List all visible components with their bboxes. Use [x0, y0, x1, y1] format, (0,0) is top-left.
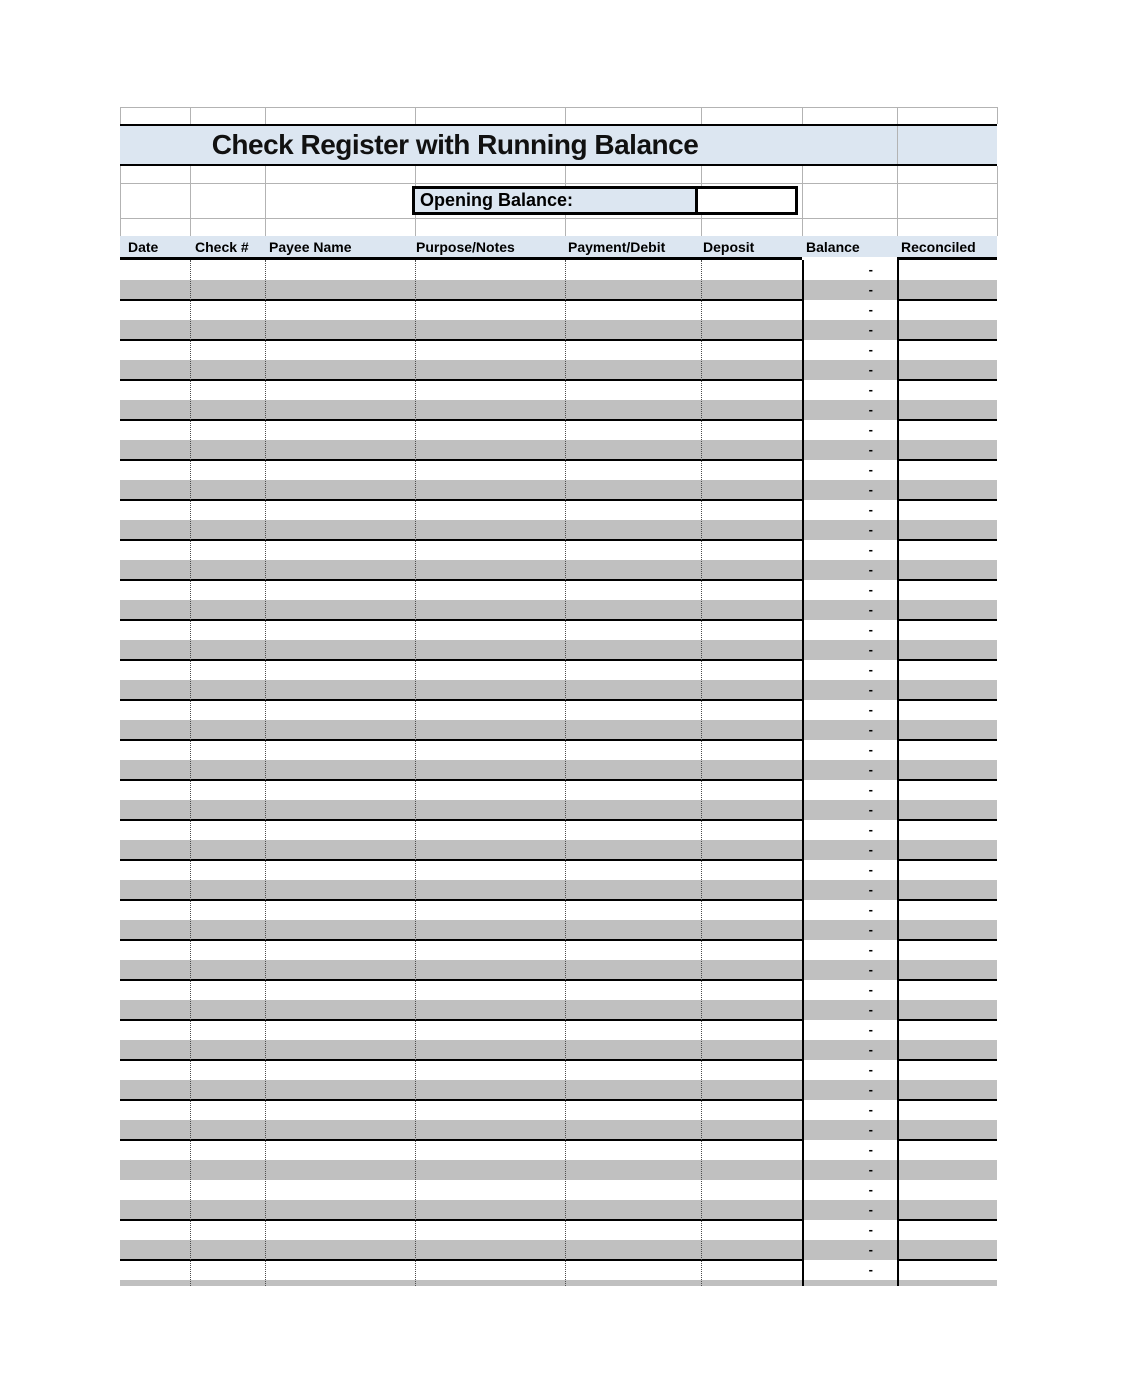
row-group-separator	[120, 1099, 802, 1101]
balance-dash: -	[868, 382, 873, 397]
row-group-separator	[120, 1139, 802, 1141]
table-row[interactable]	[120, 580, 997, 600]
row-group-separator	[120, 1259, 802, 1261]
column-header-purpose: Purpose/Notes	[416, 239, 515, 255]
table-row[interactable]	[120, 820, 997, 840]
balance-dash: -	[868, 482, 873, 497]
balance-dash: -	[868, 522, 873, 537]
gridline	[120, 218, 997, 219]
row-group-separator	[897, 739, 997, 741]
balance-dash: -	[868, 662, 873, 677]
balance-dash: -	[868, 1062, 873, 1077]
column-header-deposit: Deposit	[703, 239, 755, 255]
balance-dash: -	[868, 362, 873, 377]
row-group-separator	[120, 499, 802, 501]
balance-dash: -	[868, 822, 873, 837]
column-header-date: Date	[128, 239, 159, 255]
row-group-separator	[120, 339, 802, 341]
balance-dash: -	[868, 442, 873, 457]
table-row[interactable]	[120, 1140, 997, 1160]
row-group-separator	[120, 899, 802, 901]
balance-dash: -	[868, 542, 873, 557]
column-separator-dotted	[190, 260, 191, 1286]
table-row[interactable]	[120, 900, 997, 920]
table-row[interactable]	[120, 340, 997, 360]
row-group-separator	[897, 379, 997, 381]
gridline	[565, 107, 566, 124]
gridline	[120, 107, 121, 124]
row-group-separator	[120, 619, 802, 621]
balance-dash: -	[868, 962, 873, 977]
row-group-separator	[897, 1019, 997, 1021]
opening-balance-value-cell[interactable]	[698, 189, 795, 212]
balance-dash: -	[868, 842, 873, 857]
gridline	[265, 166, 266, 236]
gridline	[120, 107, 997, 108]
gridline	[190, 166, 191, 236]
balance-dash: -	[868, 462, 873, 477]
balance-dash: -	[868, 742, 873, 757]
row-group-separator	[120, 779, 802, 781]
balance-dash: -	[868, 682, 873, 697]
row-group-separator	[897, 499, 997, 501]
table-row[interactable]	[120, 640, 997, 660]
row-group-separator	[120, 1219, 802, 1221]
table-row[interactable]	[120, 520, 997, 540]
row-group-separator	[120, 379, 802, 381]
gridline	[997, 166, 998, 236]
table-row[interactable]	[120, 920, 997, 940]
column-header-payee-name: Payee Name	[269, 239, 352, 255]
balance-dash: -	[868, 702, 873, 717]
column-header-payment: Payment/Debit	[568, 239, 666, 255]
gridline	[897, 107, 898, 124]
table-row[interactable]	[120, 660, 997, 680]
row-group-separator	[120, 299, 802, 301]
balance-dash: -	[868, 642, 873, 657]
balance-dash: -	[868, 1122, 873, 1137]
table-row[interactable]	[120, 460, 997, 480]
column-separator-dotted	[265, 260, 266, 1286]
balance-dash: -	[868, 562, 873, 577]
table-row[interactable]	[120, 280, 997, 300]
table-row[interactable]	[120, 700, 997, 720]
title-cell-divider	[897, 126, 898, 164]
row-group-separator	[897, 819, 997, 821]
table-row[interactable]	[120, 860, 997, 880]
opening-balance-label: Opening Balance:	[415, 189, 698, 212]
balance-dash: -	[868, 862, 873, 877]
row-group-separator	[897, 539, 997, 541]
balance-dash: -	[868, 982, 873, 997]
row-group-separator	[897, 1219, 997, 1221]
row-group-separator	[897, 619, 997, 621]
table-row[interactable]	[120, 1220, 997, 1240]
table-row[interactable]	[120, 1020, 997, 1040]
gridline	[802, 107, 803, 124]
balance-dash: -	[868, 1082, 873, 1097]
row-group-separator	[897, 659, 997, 661]
gridline	[120, 183, 997, 184]
column-header-check-num: Check #	[195, 239, 249, 255]
row-group-separator	[120, 539, 802, 541]
balance-dash: -	[868, 1042, 873, 1057]
row-group-separator	[897, 339, 997, 341]
row-group-separator	[897, 779, 997, 781]
row-group-separator	[120, 739, 802, 741]
table-row[interactable]	[120, 420, 997, 440]
column-separator-dotted	[701, 260, 702, 1286]
balance-dash: -	[868, 582, 873, 597]
balance-dash: -	[868, 1022, 873, 1037]
table-row[interactable]	[120, 400, 997, 420]
table-row[interactable]	[120, 1260, 997, 1280]
gridline	[997, 107, 998, 124]
row-group-separator	[120, 579, 802, 581]
balance-dash: -	[868, 302, 873, 317]
balance-dash: -	[868, 602, 873, 617]
balance-column-border	[802, 260, 804, 1286]
gridline	[701, 107, 702, 124]
balance-dash: -	[868, 762, 873, 777]
balance-dash: -	[868, 1002, 873, 1017]
table-row[interactable]	[120, 360, 997, 380]
table-row[interactable]	[120, 480, 997, 500]
balance-dash: -	[868, 322, 873, 337]
column-header-reconciled: Reconciled	[901, 239, 976, 255]
row-group-separator	[120, 659, 802, 661]
balance-dash: -	[868, 1162, 873, 1177]
balance-dash: -	[868, 282, 873, 297]
row-group-separator	[120, 819, 802, 821]
table-row[interactable]	[120, 260, 997, 280]
balance-dash: -	[868, 942, 873, 957]
row-group-separator	[120, 859, 802, 861]
table-row[interactable]	[120, 980, 997, 1000]
balance-dash: -	[868, 502, 873, 517]
balance-dash: -	[868, 802, 873, 817]
table-row[interactable]	[120, 760, 997, 780]
table-row[interactable]	[120, 540, 997, 560]
balance-dash: -	[868, 422, 873, 437]
row-group-separator	[120, 699, 802, 701]
table-row[interactable]	[120, 560, 997, 580]
balance-dash: -	[868, 402, 873, 417]
row-group-separator	[120, 1059, 802, 1061]
table-row[interactable]	[120, 680, 997, 700]
table-row[interactable]	[120, 780, 997, 800]
table-row[interactable]	[120, 1200, 997, 1220]
gridline	[120, 166, 121, 236]
table-row[interactable]	[120, 1100, 997, 1120]
table-row[interactable]	[120, 1180, 997, 1200]
balance-dash: -	[868, 1222, 873, 1237]
table-row[interactable]	[120, 1000, 997, 1020]
row-group-separator	[897, 1059, 997, 1061]
balance-dash: -	[868, 342, 873, 357]
row-group-separator	[120, 459, 802, 461]
balance-dash: -	[868, 622, 873, 637]
table-row[interactable]	[120, 620, 997, 640]
balance-dash: -	[868, 1182, 873, 1197]
register-table	[120, 260, 997, 1286]
row-group-separator	[120, 979, 802, 981]
header-row	[120, 236, 997, 257]
row-group-separator	[120, 1019, 802, 1021]
table-row[interactable]	[120, 1060, 997, 1080]
row-group-separator	[897, 1099, 997, 1101]
table-row[interactable]	[120, 300, 997, 320]
balance-dash: -	[868, 262, 873, 277]
gridline	[897, 166, 898, 236]
column-header-balance: Balance	[806, 239, 860, 255]
table-row[interactable]	[120, 840, 997, 860]
table-row[interactable]	[120, 1160, 997, 1180]
table-row[interactable]	[120, 880, 997, 900]
row-group-separator	[897, 859, 997, 861]
column-separator-dotted	[415, 260, 416, 1286]
balance-dash: -	[868, 882, 873, 897]
row-group-separator	[897, 419, 997, 421]
table-row[interactable]	[120, 1120, 997, 1140]
row-group-separator	[897, 979, 997, 981]
table-row[interactable]	[120, 1040, 997, 1060]
table-row[interactable]	[120, 600, 997, 620]
balance-column-border	[897, 260, 899, 1286]
gridline	[265, 107, 266, 124]
table-row[interactable]	[120, 960, 997, 980]
table-row[interactable]	[120, 720, 997, 740]
table-row[interactable]	[120, 940, 997, 960]
balance-dash: -	[868, 1262, 873, 1277]
gridline	[190, 107, 191, 124]
row-group-separator	[897, 939, 997, 941]
balance-dash: -	[868, 1202, 873, 1217]
balance-dash: -	[868, 722, 873, 737]
row-group-separator	[897, 899, 997, 901]
table-row[interactable]	[120, 1240, 997, 1260]
row-group-separator	[897, 699, 997, 701]
opening-balance-box	[412, 186, 798, 215]
balance-dash: -	[868, 922, 873, 937]
row-group-separator	[897, 459, 997, 461]
table-row[interactable]	[120, 320, 997, 340]
page-title: Check Register with Running Balance	[211, 129, 699, 160]
table-row[interactable]	[120, 800, 997, 820]
check-register-sheet	[120, 0, 997, 1397]
balance-dash: -	[868, 902, 873, 917]
gridline	[415, 107, 416, 124]
partial-row	[120, 1280, 997, 1286]
gridline	[802, 166, 803, 236]
table-row[interactable]	[120, 740, 997, 760]
balance-dash: -	[868, 782, 873, 797]
row-group-separator	[897, 579, 997, 581]
title-bar	[120, 124, 997, 166]
table-row[interactable]	[120, 380, 997, 400]
row-group-separator	[120, 419, 802, 421]
balance-dash: -	[868, 1102, 873, 1117]
row-group-separator	[897, 1139, 997, 1141]
row-group-separator	[897, 299, 997, 301]
row-group-separator	[120, 939, 802, 941]
table-row[interactable]	[120, 440, 997, 460]
balance-dash: -	[868, 1142, 873, 1157]
row-group-separator	[897, 1259, 997, 1261]
table-row[interactable]	[120, 1080, 997, 1100]
balance-dash: -	[868, 1242, 873, 1257]
table-row[interactable]	[120, 500, 997, 520]
column-separator-dotted	[565, 260, 566, 1286]
